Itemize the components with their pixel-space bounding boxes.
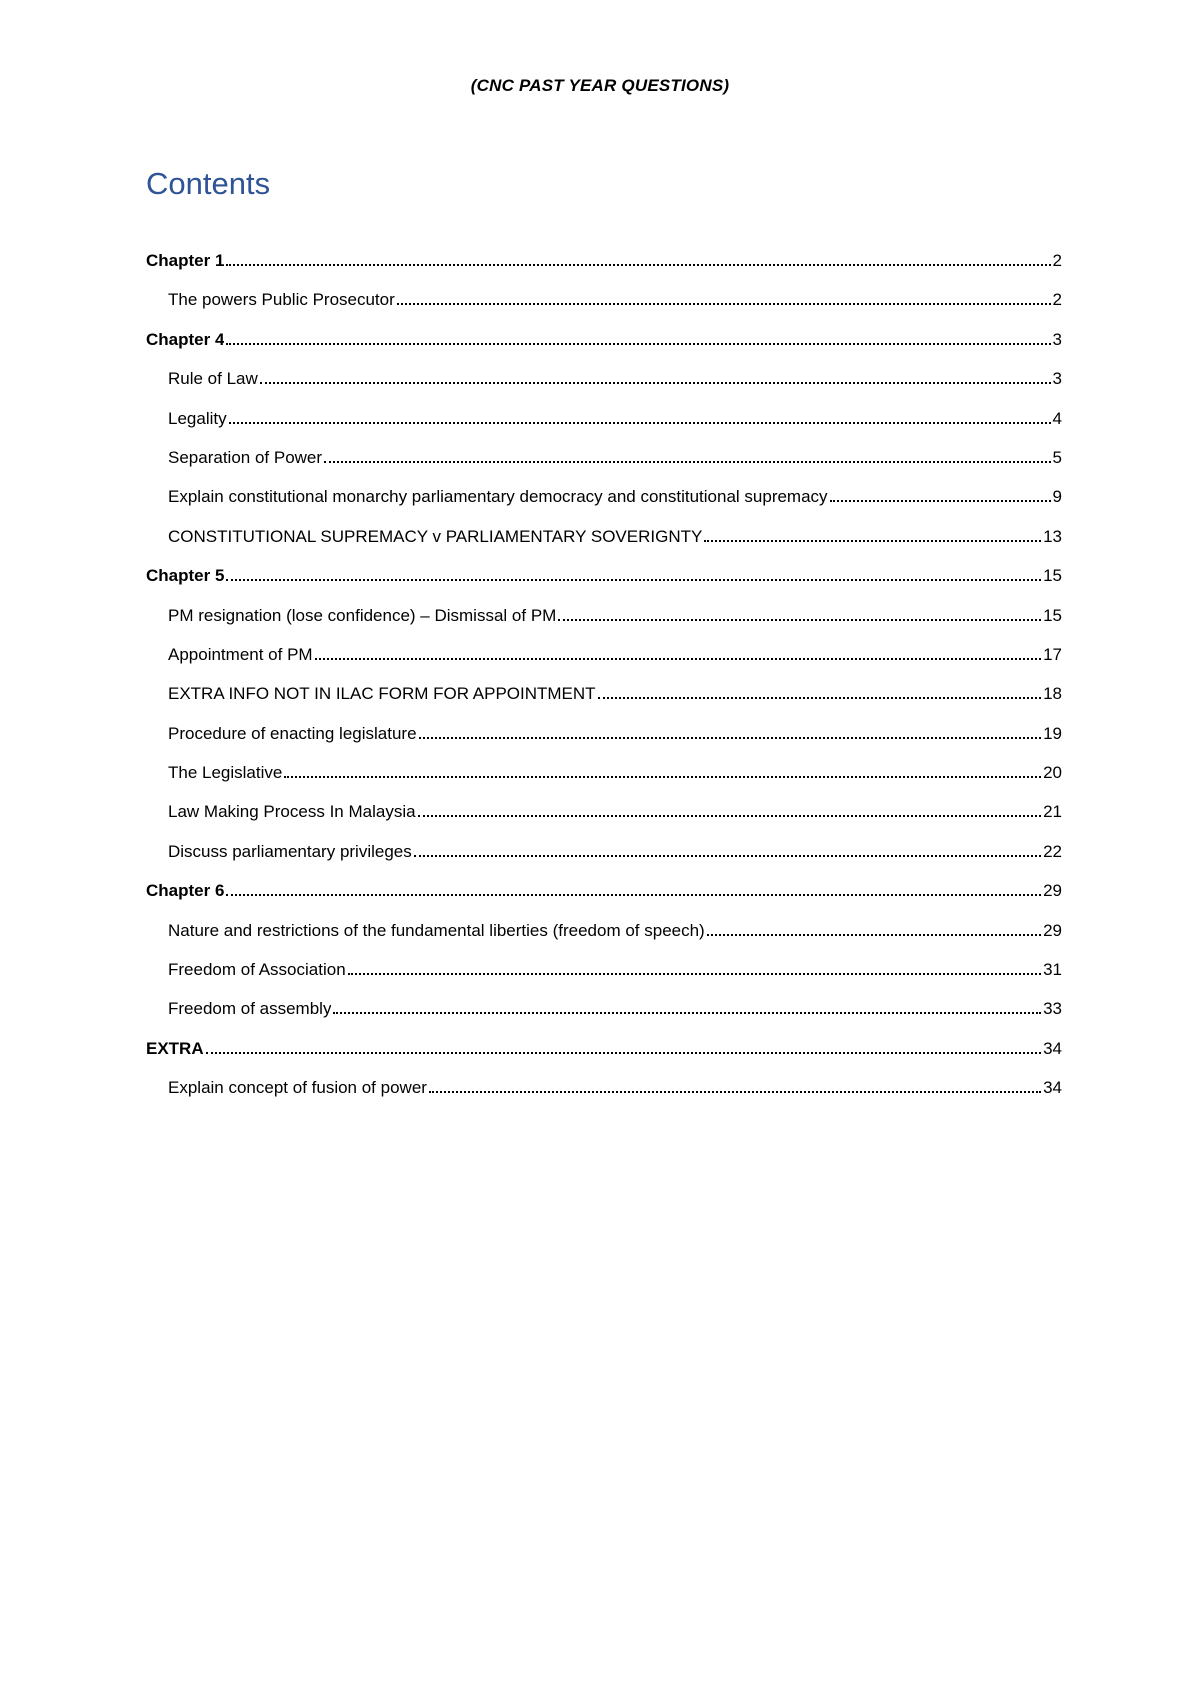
toc-section-entry[interactable] <box>146 289 1062 328</box>
toc-section-entry[interactable] <box>146 368 1062 407</box>
toc-page-number: 3 <box>1052 329 1062 349</box>
toc-page-number: 9 <box>1052 487 1062 507</box>
toc-page-number: 29 <box>1043 920 1062 940</box>
toc-entry-label: The Legislative <box>168 763 283 783</box>
toc-entry-label: EXTRA INFO NOT IN ILAC FORM FOR APPOINTMENT <box>168 684 596 704</box>
toc-entry-label: Chapter 5 <box>146 566 225 586</box>
toc-section-entry[interactable] <box>146 920 1062 959</box>
table-of-contents <box>146 250 1062 1117</box>
toc-section-entry[interactable] <box>146 1077 1062 1116</box>
toc-dot-leader <box>226 894 1041 896</box>
toc-page-number: 4 <box>1052 408 1062 428</box>
toc-entry-label: EXTRA <box>146 1038 204 1058</box>
toc-page-number: 15 <box>1043 566 1062 586</box>
toc-dot-leader <box>315 658 1042 660</box>
toc-page-number: 19 <box>1043 723 1062 743</box>
toc-dot-leader <box>284 776 1041 778</box>
toc-dot-leader <box>206 1052 1041 1054</box>
toc-dot-leader <box>260 382 1051 384</box>
toc-dot-leader <box>429 1091 1041 1093</box>
toc-dot-leader <box>598 697 1042 699</box>
toc-dot-leader <box>418 815 1042 817</box>
toc-section-entry[interactable] <box>146 801 1062 840</box>
toc-entry-label: Chapter 1 <box>146 251 225 270</box>
toc-section-entry[interactable] <box>146 447 1062 486</box>
toc-dot-leader <box>704 540 1041 542</box>
document-header: (CNC PAST YEAR QUESTIONS) <box>470 76 730 95</box>
toc-page-number: 2 <box>1052 251 1062 270</box>
toc-entry-label: Rule of Law <box>168 369 258 389</box>
toc-entry-label: Freedom of Association <box>168 960 346 980</box>
toc-page-number: 13 <box>1043 526 1062 546</box>
toc-entry-label: PM resignation (lose confidence) – Dismissal of PM <box>168 605 557 625</box>
toc-page-number: 29 <box>1043 881 1062 901</box>
toc-entry-label: Chapter 6 <box>146 881 225 901</box>
toc-entry-label: Procedure of enacting legislature <box>168 723 417 743</box>
toc-entry-label: Appointment of PM <box>168 644 313 664</box>
toc-dot-leader <box>324 461 1050 463</box>
toc-entry-label: Nature and restrictions of the fundamental liberties (freedom of speech) <box>168 920 705 940</box>
toc-dot-leader <box>229 422 1051 424</box>
toc-section-entry[interactable] <box>146 605 1062 644</box>
toc-page-number: 3 <box>1052 369 1062 389</box>
toc-chapter-entry[interactable] <box>146 880 1062 919</box>
toc-page-number: 31 <box>1043 960 1062 980</box>
toc-section-entry[interactable] <box>146 683 1062 722</box>
toc-page-number: 5 <box>1052 447 1062 467</box>
toc-entry-label: Separation of Power <box>168 447 323 467</box>
toc-section-entry[interactable] <box>146 408 1062 447</box>
toc-page-number: 34 <box>1043 1078 1062 1098</box>
toc-section-entry[interactable] <box>146 841 1062 880</box>
toc-entry-label: Chapter 4 <box>146 329 225 349</box>
toc-entry-label: Freedom of assembly <box>168 999 332 1019</box>
toc-entry-label: Legality <box>168 408 227 428</box>
toc-dot-leader <box>333 1012 1041 1014</box>
toc-page-number: 34 <box>1043 1038 1062 1058</box>
toc-section-entry[interactable] <box>146 486 1062 525</box>
toc-page-number: 18 <box>1043 684 1062 704</box>
toc-chapter-entry[interactable] <box>146 250 1062 289</box>
toc-dot-leader <box>348 973 1041 975</box>
toc-entry-label: Discuss parliamentary privileges <box>168 841 412 861</box>
toc-section-entry[interactable] <box>146 762 1062 801</box>
toc-entry-label: Explain constitutional monarchy parliamentary democracy and constitutional supremacy <box>168 487 828 507</box>
toc-entry-label: The powers Public Prosecutor <box>168 290 395 310</box>
toc-dot-leader <box>414 855 1041 857</box>
toc-page-number: 17 <box>1043 644 1062 664</box>
toc-chapter-entry[interactable] <box>146 1038 1062 1077</box>
toc-section-entry[interactable] <box>146 644 1062 683</box>
toc-page-number: 21 <box>1043 802 1062 822</box>
toc-chapter-entry[interactable] <box>146 329 1062 368</box>
toc-dot-leader <box>830 500 1051 502</box>
toc-dot-leader <box>707 934 1041 936</box>
toc-chapter-entry[interactable] <box>146 565 1062 604</box>
toc-section-entry[interactable] <box>146 526 1062 565</box>
toc-dot-leader <box>419 737 1042 739</box>
toc-page-number: 20 <box>1043 763 1062 783</box>
toc-title: Contents <box>146 166 271 201</box>
toc-section-entry[interactable] <box>146 998 1062 1037</box>
toc-dot-leader <box>397 303 1051 305</box>
toc-entry-label: Explain concept of fusion of power <box>168 1078 427 1098</box>
toc-page-number: 22 <box>1043 841 1062 861</box>
toc-dot-leader <box>226 264 1050 266</box>
toc-page-number: 15 <box>1043 605 1062 625</box>
toc-dot-leader <box>226 579 1041 581</box>
toc-section-entry[interactable] <box>146 959 1062 998</box>
toc-entry-label: CONSTITUTIONAL SUPREMACY v PARLIAMENTARY SOVERIGNTY <box>168 526 703 546</box>
toc-dot-leader <box>558 619 1041 621</box>
toc-dot-leader <box>226 343 1050 345</box>
toc-page-number: 33 <box>1043 999 1062 1019</box>
toc-section-entry[interactable] <box>146 723 1062 762</box>
toc-page-number: 2 <box>1052 290 1062 310</box>
toc-entry-label: Law Making Process In Malaysia <box>168 802 416 822</box>
